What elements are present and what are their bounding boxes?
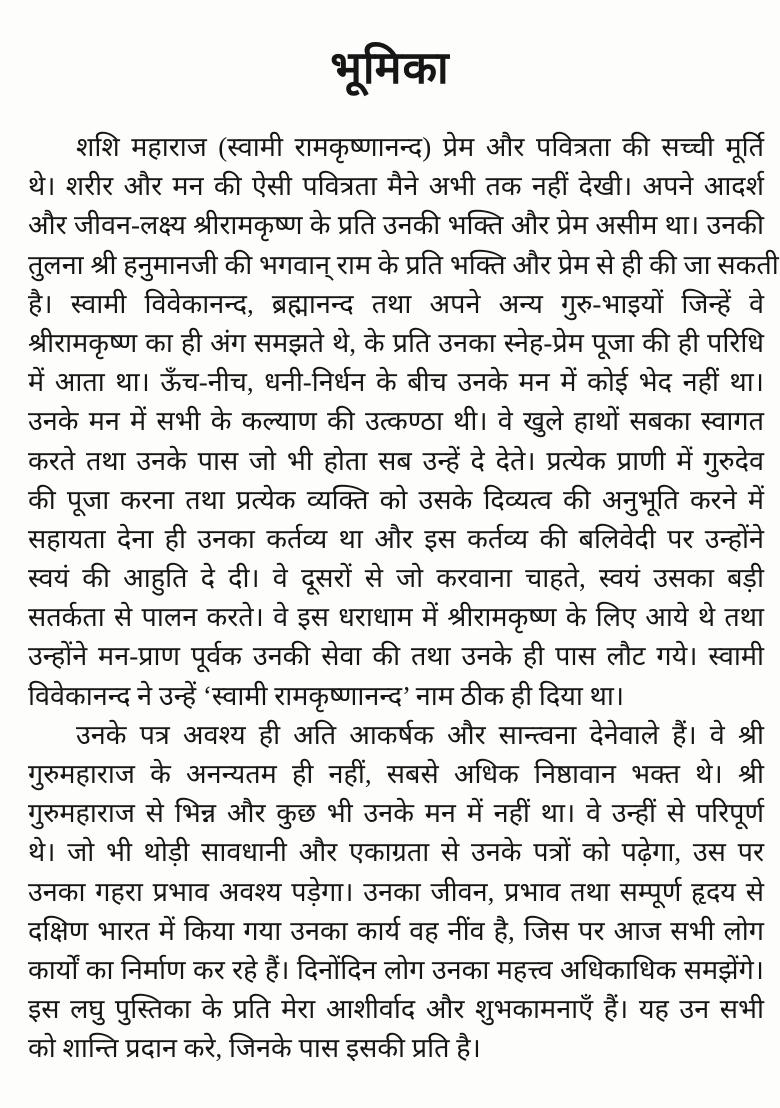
text-line: करते तथा उनके पास जो भी होता सब उन्हें दे देते। प्रत्येक प्राणी में गुरुदेव (28, 445, 764, 476)
text-line: सहायता देना ही उनका कर्तव्य था और इस कर्तव्य की बलिवेदी पर उन्होंने (28, 523, 764, 554)
text-line: इस लघु पुस्तिका के प्रति मेरा आशीर्वाद और शुभकामनाएँ हैं। यह उन सभी (28, 994, 764, 1025)
page-title: भूमिका (330, 43, 450, 93)
text-line: गुरुमहाराज के अनन्यतम ही नहीं, सबसे अधिक निष्ठावान भक्त थे। श्री (28, 759, 764, 789)
text-line: स्वयं की आहुति दे दी। वे दूसरों से जो करवाना चाहते, स्वयं उसका बड़ी (28, 563, 764, 594)
text-line: उनके मन में सभी के कल्याण की उत्कण्ठा थी। वे खुले हाथों सबका स्वागत (28, 406, 764, 437)
text-line: थे। शरीर और मन की ऐसी पवित्रता मैने अभी तक नहीं देखी। अपने आदर्श (28, 171, 764, 202)
text-line: है। स्वामी विवेकानन्द, ब्रह्मानन्द तथा अपने अन्य गुरु-भाइयों जिन्हें वे (28, 288, 764, 319)
paragraph-2 (28, 716, 764, 1069)
text-line: दक्षिण भारत में किया गया उनका कार्य वह नींव है, जिस पर आज सभी लोग (28, 915, 764, 946)
text-line: को शान्ति प्रदान करे, जिनके पास इसकी प्रति है। (28, 1033, 481, 1064)
paragraph-1 (28, 128, 779, 716)
text-line: और जीवन-लक्ष्य श्रीरामकृष्ण के प्रति उनकी भक्ति और प्रेम असीम था। उनकी (28, 210, 764, 241)
text-line: थे। जो भी थोड़ी सावधानी और एकाग्रता से उनके पत्रों को पढ़ेगा, उस पर (28, 837, 764, 868)
text-line: उनका गहरा प्रभाव अवश्य पड़ेगा। उनका जीवन, प्रभाव तथा सम्पूर्ण हृदय से (28, 876, 764, 907)
body-text (28, 128, 779, 1069)
text-line: उनके पत्र अवश्य ही अति आकर्षक और सान्त्वना देनेवाले हैं। वे श्री (76, 719, 764, 750)
text-line: कार्यों का निर्माण कर रहे हैं। दिनोंदिन लोग उनका महत्त्व अधिकाधिक समझेंगे। (28, 954, 764, 985)
text-line: गुरुमहाराज से भिन्न और कुछ भी उनके मन में नहीं था। वे उन्हीं से परिपूर्ण (28, 798, 764, 829)
text-line: शशि महाराज (स्वामी रामकृष्णानन्द) प्रेम और पवित्रता की सच्ची मूर्ति (76, 132, 764, 162)
text-line: सतर्कता से पालन करते। वे इस धराधाम में श्रीरामकृष्ण के लिए आये थे तथा (28, 602, 764, 633)
text-line: में आता था। ऊँच-नीच, धनी-निर्धन के बीच उनके मन में कोई भेद नहीं था। (28, 367, 764, 398)
text-line: श्रीरामकृष्ण का ही अंग समझते थे, के प्रति उनका स्नेह-प्रेम पूजा की ही परिधि (28, 327, 764, 358)
text-line: की पूजा करना तथा प्रत्येक व्यक्ति को उसके दिव्यत्व की अनुभूति करने में (28, 484, 764, 515)
text-line: विवेकानन्द ने उन्हें ‘स्वामी रामकृष्णानन्द’ नाम ठीक ही दिया था। (28, 680, 625, 711)
text-line: उन्होंने मन-प्राण पूर्वक उनकी सेवा की तथा उनके ही पास लौट गये। स्वामी (28, 641, 764, 672)
text-line: तुलना श्री हनुमानजी की भगवान् राम के प्रति भक्ति और प्रेम से ही की जा सकती (28, 249, 779, 280)
